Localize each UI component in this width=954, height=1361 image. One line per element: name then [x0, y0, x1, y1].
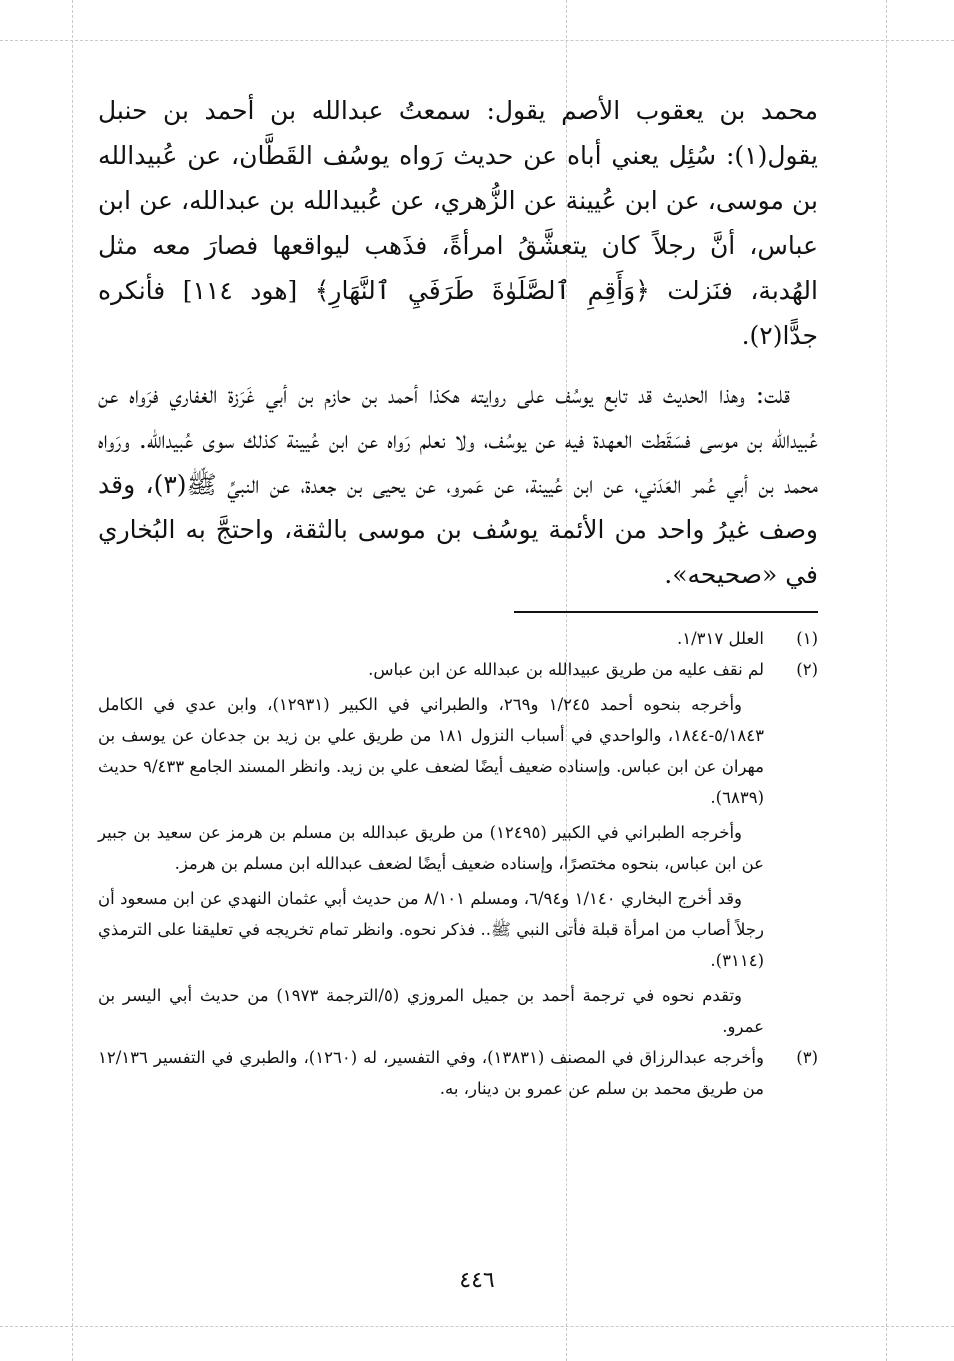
scan-guide-line: [886, 0, 887, 1361]
footnote-body: [98, 1042, 764, 1104]
footnotes: [98, 623, 818, 1104]
footnote-number: (٣): [796, 1048, 818, 1067]
main-text: [98, 88, 818, 597]
footnote-text: وأخرجه بنحوه أحمد ١/٢٤٥ و٢٦٩، والطبراني في الكبير (١٢٩٣١)، وابن عدي في الكامل ٥/١٨٤٣-١٨٤٤، والواحدي في أسباب النزول ١٨١ من طريق علي بن زيد بن جدعان عن يوسف بن مهران عن ابن عباس. وإسناده ضعيف أيضًا لضعف علي بن زيد. وانظر المسند الجامع ٩/٤٣٣ حديث (٦٨٣٩).: [98, 695, 765, 807]
scan-guide-line: [0, 40, 954, 41]
page-number: ٤٤٦: [459, 1268, 495, 1293]
footnote-text: لم نقف عليه من طريق عبيدالله بن عبدالله عن ابن عباس.: [368, 660, 764, 679]
footnote-number: (١): [796, 629, 818, 648]
footnote-text: وقد أخرج البخاري ١/١٤٠ و٦/٩٤، ومسلم ٨/١٠١ من حديث أبي عثمان النهدي عن ابن مسعود أن رجلاً أصاب من امرأة قبلة فأتى النبي ﷺ.. فذكر نحوه. وانظر تمام تخريجه في تعليقنا على الترمذي (٣١١٤).: [98, 889, 764, 970]
footnote-separator: [514, 611, 818, 613]
footnote-body: [98, 654, 764, 1042]
footnote-3: [98, 1042, 818, 1104]
footnote-body: [98, 623, 764, 654]
footnote-text: وتقدم نحوه في ترجمة أحمد بن جميل المروزي (٥/الترجمة ١٩٧٣) من حديث أبي اليسر بن عمرو.: [98, 986, 764, 1036]
main-paragraph-2: قلت: وهذا الحديث قد تابع يوسُف على روايته هكذا أحمد بن حازم بن أبي غَرَزة الغفاري فرَواه عن عُبيدالله بن موسى فسَقَطت العهدة فيه عن يوسُف، ولا نعلم رَواه عن ابن عُيينة كذلك سوى عُبيدالله. ورَواه محمد بن أبي عُمر العَدَني، عن ابن عُيينة، عن عَمرو، عن يحيى بن جعدة، عن النبيِّ ﷺ(٣)، وقد وصف غيرُ واحد من الأئمة يوسُف بن موسى بالثقة، واحتجَّ به البُخاري في «صحيحه».: [98, 380, 818, 589]
footnote-number: (٢): [796, 660, 818, 679]
footnote-2: [98, 654, 818, 1042]
page-content: [98, 88, 818, 1104]
footnote-1: [98, 623, 818, 654]
scan-guide-line: [0, 1326, 954, 1327]
main-paragraph-1: محمد بن يعقوب الأصم يقول: سمعتُ عبدالله بن أحمد بن حنبل يقول(١): سُئِل يعني أباه عن حديث رَواه يوسُف القَطَّان، عن عُبيدالله بن موسى، عن ابن عُيينة عن الزُّهري، عن عُبيدالله بن عبدالله، عن ابن عباس، أنَّ رجلاً كان يتعشَّقُ امرأةً، فذَهب ليواقعها فصارَ معه مثل الهُدبة، فنَزلت ﴿وَأَقِمِ ٱلصَّلَوٰةَ طَرَفَيِ ٱلنَّهَارِ﴾ [هود ١١٤] فأنكره جدًّا(٢).: [98, 96, 818, 350]
footnote-text: وأخرجه عبدالرزاق في المصنف (١٣٨٣١)، وفي التفسير، له (١٢٦٠)، والطبري في التفسير ١٢/١٣٦ من طريق محمد بن سلم عن عمرو بن دينار، به.: [98, 1048, 764, 1098]
footnote-text: وأخرجه الطبراني في الكبير (١٢٤٩٥) من طريق عبدالله بن مسلم بن هرمز عن سعيد بن جبير عن ابن عباس، بنحوه مختصرًا، وإسناده ضعيف أيضًا لضعف عبدالله ابن مسلم بن هرمز.: [98, 823, 764, 873]
footnote-text: العلل ١/٣١٧.: [676, 629, 764, 648]
scan-guide-line: [72, 0, 73, 1361]
